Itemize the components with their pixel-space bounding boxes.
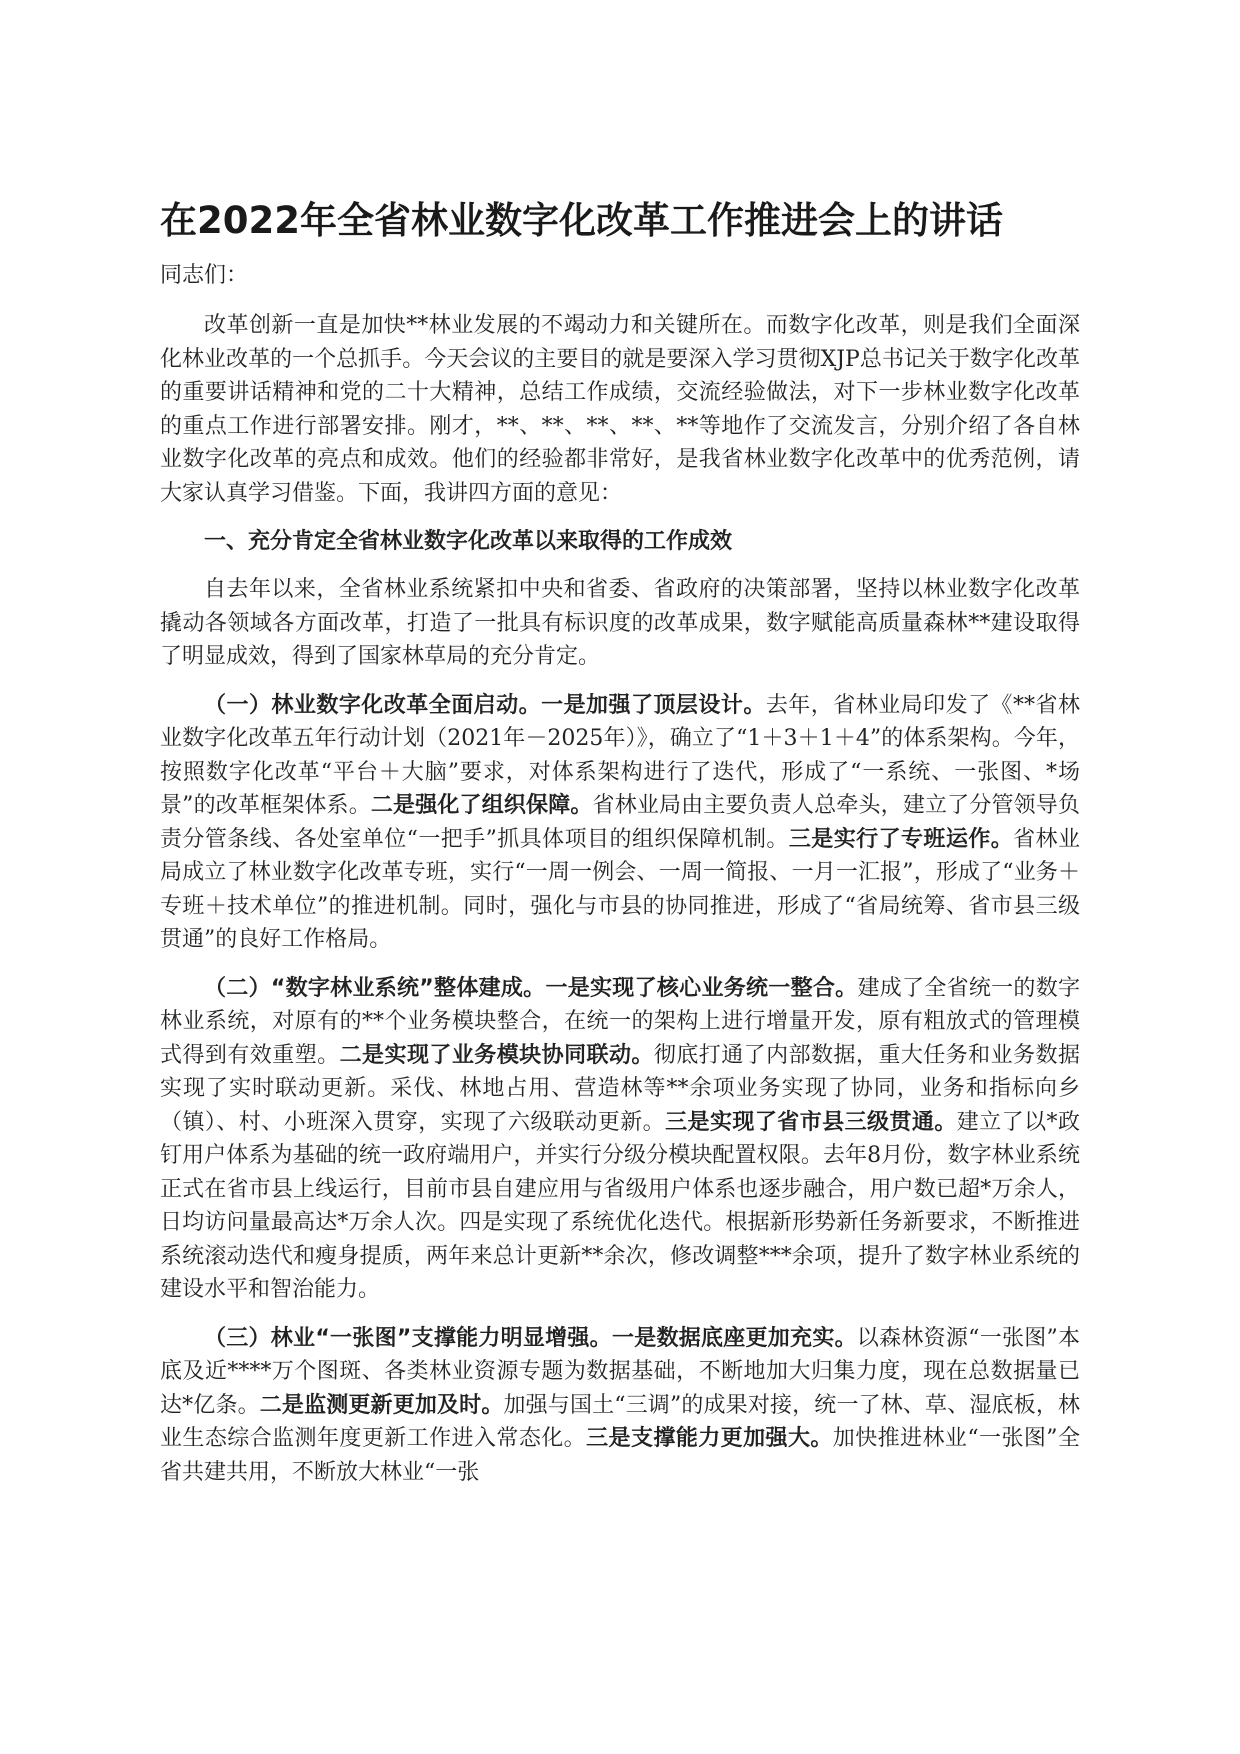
subsection-1-paragraph — [160, 689, 1080, 957]
subsection-3-text-2: 加强与国土“三调”的成果对接，统一了林、草、湿底板，林业生态综合监测年度更新工作进入常态化。 — [160, 1392, 1080, 1451]
section-heading-1: 一、充分肯定全省林业数字化改革以来取得的工作成效 — [204, 529, 733, 554]
subsection-3-bold-3: 三是支撑能力更加强大。 — [586, 1426, 833, 1451]
subsection-1-text-1: 去年，省林业局印发了《**省林业数字化改革五年行动计划（2021年－2025年）》，确立了“1＋3＋1＋4”的体系架构。今年，按照数字化改革“平台＋大脑”要求，对体系架构进行了迭代，形成了“一系统、一张图、*场景”的改革框架体系。 — [160, 692, 1080, 818]
subsection-2-paragraph — [160, 972, 1080, 1307]
salutation: 同志们： — [160, 263, 249, 288]
subsection-2-bold-3: 三是实现了省市县三级贯通。 — [665, 1109, 957, 1135]
subsection-2-text-1: 建成了全省统一的数字林业系统，对原有的**个业务模块整合，在统一的架构上进行增量开发，原有粗放式的管理模式得到有效重塑。 — [160, 975, 1080, 1068]
document-title: 在2022年全省林业数字化改革工作推进会上的讲话 — [160, 199, 1003, 242]
section1-lead-paragraph: 自去年以来，全省林业系统紧扣中央和省委、省政府的决策部署，坚持以林业数字化改革撬动各领域各方面改革，打造了一批具有标识度的改革成果，数字赋能高质量森林**建设取得了明显成效，得到了国家林草局的充分肯定。 — [160, 577, 1080, 669]
subsection-3-bold-1: （三）林业“一张图”支撑能力明显增强。一是数据底座更加充实。 — [204, 1325, 857, 1351]
subsection-2-text-3: 建立了以*政钉用户体系为基础的统一政府端用户，并实行分级分模块配置权限。去年8月份，数字林业系统正式在省市县上线运行，目前市县自建应用与省级用户体系也逐步融合，用户数已超*万余人，日均访问量最高达*万余人次。四是实现了系统优化迭代。根据新形势新任务新要求，不断推进系统滚动迭代和瘦身提质，两年来总计更新**余次，修改调整***余项，提升了数字林业系统的建设水平和智治能力。 — [160, 1109, 1080, 1302]
subsection-3-bold-2: 二是监测更新更加及时。 — [259, 1392, 504, 1418]
subsection-3-text-3: 加快推进林业“一张图”全省共建共用，不断放大林业“一张 — [160, 1426, 1080, 1485]
subsection-2-bold-2: 二是实现了业务模块协同联动。 — [339, 1042, 654, 1068]
intro-paragraph: 改革创新一直是加快**林业发展的不竭动力和关键所在。而数字化改革，则是我们全面深化林业改革的一个总抓手。今天会议的主要目的就是要深入学习贯彻XJP总书记关于数字化改革的重要讲话精神和党的二十大精神，总结工作成绩，交流经验做法，对下一步林业数字化改革的重点工作进行部署安排。刚才，**、**、**、**、**等地作了交流发言，分别介绍了各自林业数字化改革的亮点和成效。他们的经验都非常好，是我省林业数字化改革中的优秀范例，请大家认真学习借鉴。下面，我讲四方面的意见： — [160, 313, 1080, 506]
subsection-1-text-3: 省林业局成立了林业数字化改革专班，实行“一周一例会、一周一简报、一月一汇报”，形成了“业务＋专班＋技术单位”的推进机制。同时，强化与市县的协同推进，形成了“省局统筹、省市县三级贯通”的良好工作格局。 — [160, 826, 1080, 952]
subsection-1-bold-3: 三是实行了专班运作。 — [788, 826, 1014, 852]
subsection-1-text-2: 省林业局由主要负责人总牵头，建立了分管领导负责分管条线、各处室单位“一把手”抓具体项目的组织保障机制。 — [160, 793, 1080, 852]
subsection-3-text-1: 以森林资源“一张图”本底及近****万个图斑、各类林业资源专题为数据基础，不断地加大归集力度，现在总数据量已达*亿条。 — [160, 1325, 1080, 1418]
subsection-2-text-2: 彻底打通了内部数据，重大任务和业务数据实现了实时联动更新。采伐、林地占用、营造林等**余项业务实现了协同，业务和指标向乡（镇）、村、小班深入贯穿，实现了六级联动更新。 — [160, 1042, 1080, 1135]
subsection-1-bold-1: （一）林业数字化改革全面启动。一是加强了顶层设计。 — [204, 692, 766, 718]
subsection-3-paragraph — [160, 1322, 1080, 1490]
subsection-1-bold-2: 二是强化了组织保障。 — [370, 793, 593, 818]
subsection-2-bold-1: （二）“数字林业系统”整体建成。一是实现了核心业务统一整合。 — [204, 975, 858, 1001]
